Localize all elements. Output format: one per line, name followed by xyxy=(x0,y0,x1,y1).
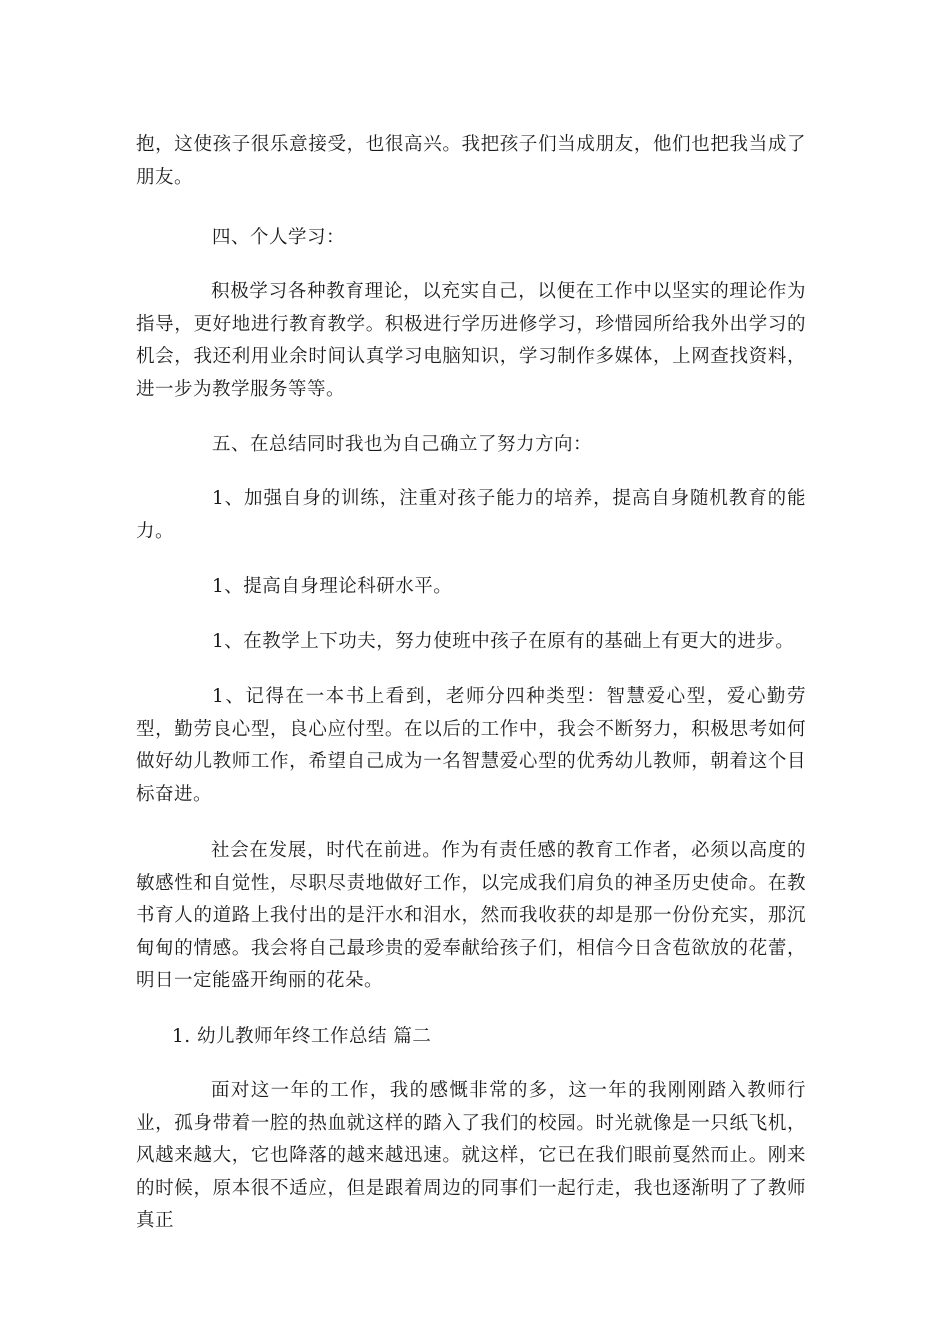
heading-direction: 五、在总结同时我也为自己确立了努力方向： xyxy=(212,434,593,455)
paragraph-section-2: 面对这一年的工作，我的感慨非常的多，这一年的我刚刚踏入教师行业，孤身带着一腔的热血就这样的踏入了我们的校园。时光就像是一只纸飞机，风越来越大，它也降落的越来越迅速。就这样，它已在我们眼前戛然而止。刚来的时候，原本很不适应，但是跟着周边的同事们一起行走，我也逐渐明了了教师真正 xyxy=(136,1080,806,1231)
goal-item-1: 1、加强自身的训练，注重对孩子能力的培养，提高自身随机教育的能力。 xyxy=(136,488,806,542)
heading-personal-study: 四、个人学习： xyxy=(212,227,346,248)
paragraph-conclusion: 社会在发展，时代在前进。作为有责任感的教育工作者，必须以高度的敏感性和自觉性，尽职尽责地做好工作，以完成我们肩负的神圣历史使命。在教书育人的道路上我付出的是汗水和泪水，然而我收获的却是那一份份充实，那沉甸甸的情感。我会将自己最珍贵的爱奉献给孩子们，相信今日含苞欲放的花蕾，明日一定能盛开绚丽的花朵。 xyxy=(136,840,806,991)
goal-item-4: 1、记得在一本书上看到，老师分四种类型：智慧爱心型，爱心勤劳型，勤劳良心型，良心应付型。在以后的工作中，我会不断努力，积极思考如何做好幼儿教师工作，希望自己成为一名智慧爱心型的优秀幼儿教师，朝着这个目标奋进。 xyxy=(136,686,806,805)
goal-item-3: 1、在教学上下功夫，努力使班中孩子在原有的基础上有更大的进步。 xyxy=(212,631,795,652)
paragraph-study: 积极学习各种教育理论，以充实自己，以便在工作中以坚实的理论作为指导，更好地进行教育教学。积极进行学历进修学习，珍惜园所给我外出学习的机会，我还利用业余时间认真学习电脑知识，学习制作多媒体，上网查找资料，进一步为教学服务等等。 xyxy=(136,281,806,400)
goal-item-2: 1、提高自身理论科研水平。 xyxy=(212,576,453,597)
section-title-2: 1. 幼儿教师年终工作总结 篇二 xyxy=(172,1026,432,1047)
paragraph-continued: 抱，这使孩子很乐意接受，也很高兴。我把孩子们当成朋友，他们也把我当成了朋友。 xyxy=(136,134,806,188)
